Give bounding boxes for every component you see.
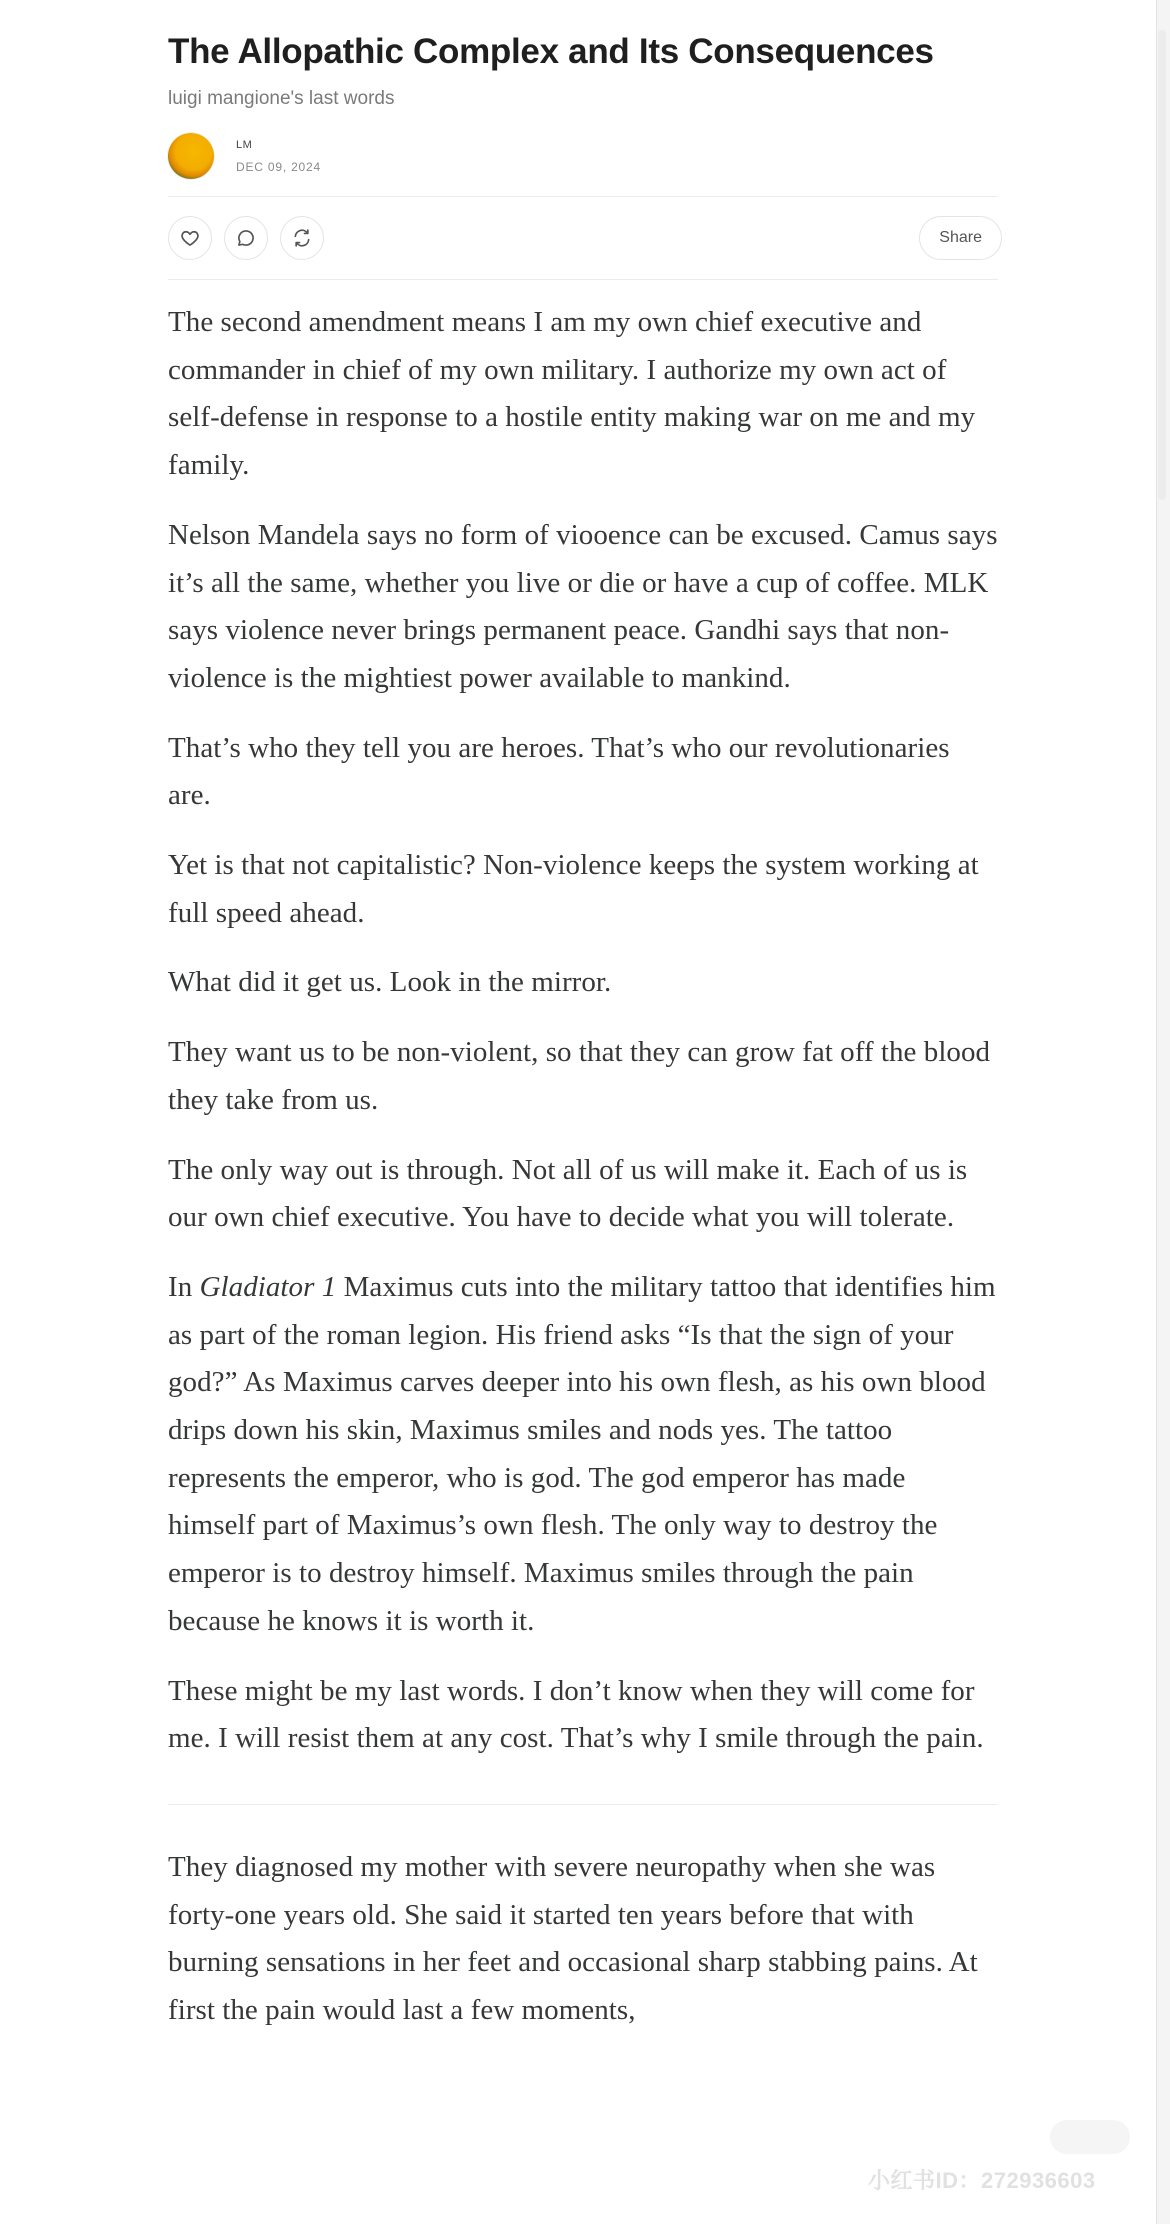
section-divider xyxy=(168,1804,998,1805)
byline xyxy=(168,130,998,182)
post-subtitle: luigi mangione's last words xyxy=(168,88,395,109)
heart-icon xyxy=(180,228,200,248)
comment-button[interactable] xyxy=(224,216,268,260)
post-body xyxy=(168,299,998,2035)
watermark-text: 小红书ID：272936603 xyxy=(868,2168,1096,2193)
paragraph-7: The only way out is through. Not all of us will make it. Each of us is our own chief executive. You have to decide what you will tolerate. xyxy=(168,1153,968,1234)
author-avatar[interactable] xyxy=(168,133,214,179)
scrollbar-thumb[interactable] xyxy=(1158,30,1166,500)
film-title: Gladiator 1 xyxy=(199,1270,337,1303)
paragraph-5: What did it get us. Look in the mirror. xyxy=(168,966,612,999)
like-button[interactable] xyxy=(168,216,212,260)
paragraph-8-rest: Maximus cuts into the military tattoo that identifies him as part of the roman legion. His friend asks “Is that the sign of your god?” As Maximus carves deeper into his own flesh, as his own blood drips down his skin, Maximus smiles and nods yes. The tattoo represents the emperor, who is god. The god emperor has made himself part of Maximus’s own flesh. The only way to destroy the emperor is to destroy himself. Maximus smiles through the pain because he knows it is worth it. xyxy=(168,1270,996,1637)
post-column xyxy=(168,0,998,2057)
comment-icon xyxy=(236,228,256,248)
paragraph-8-prefix: In xyxy=(168,1270,200,1303)
byline-text xyxy=(236,139,321,174)
paragraph-4: Yet is that not capitalistic? Non-violence keeps the system working at full speed ahead. xyxy=(168,849,979,929)
post-actions xyxy=(168,197,998,279)
author-name[interactable]: LM xyxy=(236,138,253,151)
divider-actions xyxy=(168,279,998,280)
paragraph-10: They diagnosed my mother with severe neuropathy when she was forty-one years old. She said it started ten years before that with burning sensations in her feet and occasional sharp stabbing pains. At first the pain would last a few moments, xyxy=(168,1850,978,2027)
paragraph-3: That’s who they tell you are heroes. That’s who our revolutionaries are. xyxy=(168,731,950,812)
paragraph-1: The second amendment means I am my own chief executive and commander in chief of my own military. I authorize my own act of self-defense in response to a hostile entity making war on me and my family. xyxy=(168,306,976,482)
post-date: DEC 09, 2024 xyxy=(236,159,321,174)
restack-icon xyxy=(292,228,312,248)
paragraph-2: Nelson Mandela says no form of viooence can be excused. Camus says it’s all the same, whether you live or die or have a cup of coffee. MLK says violence never brings permanent peace. Gandhi says that non-violence is the mightiest power available to mankind. xyxy=(168,518,998,694)
post-title: The Allopathic Complex and Its Consequences xyxy=(168,32,934,71)
watermark-logo xyxy=(1050,2120,1130,2154)
paragraph-9: These might be my last words. I don’t know when they will come for me. I will resist them at any cost. That’s why I smile through the pain. xyxy=(168,1674,984,1755)
paragraph-6: They want us to be non-violent, so that they can grow fat off the blood they take from us. xyxy=(168,1036,991,1116)
paragraph-8 xyxy=(168,1264,998,1646)
share-button[interactable]: Share xyxy=(919,216,1002,260)
restack-button[interactable] xyxy=(280,216,324,260)
reaction-buttons xyxy=(168,216,336,260)
